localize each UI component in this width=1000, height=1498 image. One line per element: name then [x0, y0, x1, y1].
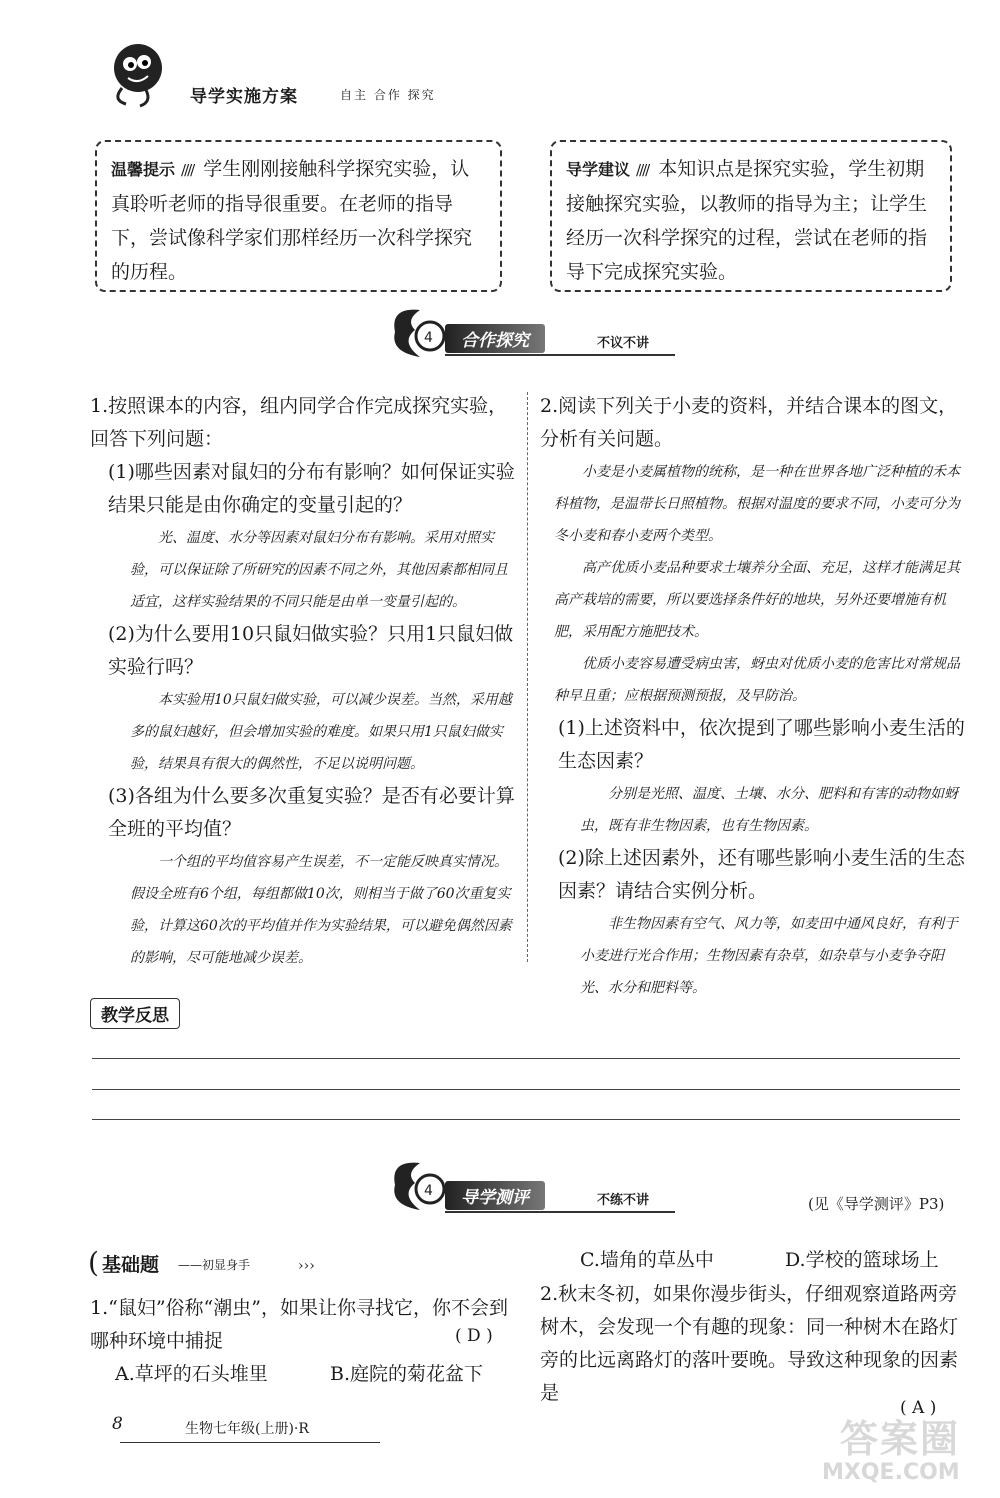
banner-underline — [445, 354, 675, 356]
writing-line — [92, 1089, 960, 1090]
header-title: 导学实施方案 — [190, 87, 298, 107]
test-question-1-text: 1.“鼠妇”俗称“潮虫”，如果让你寻找它，你不会到哪种环境中捕捉 — [90, 1297, 508, 1352]
svg-text:4: 4 — [424, 330, 433, 346]
header-subtitle: 自主 合作 探究 — [340, 88, 436, 102]
option-b: B.庭院的菊花盆下 — [330, 1363, 484, 1385]
writing-line — [92, 1119, 960, 1120]
answer-1: 分别是光照、温度、土壤、水分、肥料和有害的动物如蚜虫，既有非生物因素，也有生物因素。 — [580, 786, 958, 834]
page-number: 8 — [112, 1414, 123, 1434]
option-c: C.墙角的草丛中 — [580, 1249, 714, 1271]
answer-2: 非生物因素有空气、风力等，如麦田中通风良好，有利于小麦进行光合作用；生物因素有杂草，如杂草与小麦争夺阳光、水分和肥料等。 — [580, 916, 958, 996]
column-divider — [527, 392, 528, 962]
test-question-1 — [90, 1292, 515, 1358]
option-d: D.学校的篮球场上 — [785, 1249, 939, 1271]
question-1: 1.按照课本的内容，组内同学合作完成探究实验，回答下列问题： — [90, 395, 508, 450]
subquestion-2: (2)除上述因素外，还有哪些影响小麦生活的生态因素？请结合实例分析。 — [558, 847, 965, 902]
guide-tip-text: 本知识点是探究实验，学生初期接触探究实验，以教师的指导为主；让学生经历一次科学探究的过程，尝试在老师的指导下完成探究实验。 — [566, 158, 928, 283]
arrow-icon: ››› — [298, 1258, 315, 1274]
subquestion-2: (2)为什么要用10只鼠妇做实验？只用1只鼠妇做实验行吗？ — [108, 623, 514, 678]
slash-icon: //// — [181, 161, 194, 179]
banner-tag: 不练不讲 — [597, 1193, 650, 1208]
guide-tip-tag: 导学建议 — [566, 160, 631, 179]
material-3: 优质小麦容易遭受病虫害，蚜虫对优质小麦的危害比对常规品种早且重；应根据预测预报，及早防治。 — [554, 656, 960, 704]
subquestion-3: (3)各组为什么要多次重复实验？是否有必要计算全班的平均值？ — [108, 785, 515, 840]
test-question-2: 2.秋末冬初，如果你漫步街头，仔细观察道路两旁树木，会发现一个有趣的现象：同一种树木在路灯旁的比远离路灯的落叶要晚。导致这种现象的因素是 — [540, 1283, 959, 1404]
answer-2: 本实验用10只鼠妇做实验，可以减少误差。当然，采用越多的鼠妇越好，但会增加实验的难度。如果只用1只鼠妇做实验，结果具有很大的偶然性，不足以说明问题。 — [130, 692, 512, 772]
basic-section-header — [88, 1246, 338, 1282]
left-column — [90, 390, 515, 974]
banner-assessment — [385, 1155, 685, 1215]
mascot-logo — [100, 38, 170, 108]
footer-line — [120, 1442, 380, 1443]
subquestion-1: (1)哪些因素对鼠妇的分布有影响？如何保证实验结果只能是由你确定的变量引起的？ — [108, 461, 515, 516]
warm-tip-text: 学生刚刚接触科学探究实验，认真聆听老师的指导很重要。在老师的指导下，尝试像科学家们那样经历一次科学探究的历程。 — [111, 158, 473, 283]
answer-1: 光、温度、水分等因素对鼠妇分布有影响。采用对照实验，可以保证除了所研究的因素不同之外，其他因素都相同且适宜，这样实验结果的不同只能是由单一变量引起的。 — [130, 530, 508, 610]
banner-underline — [445, 1211, 675, 1213]
watermark-url: MXQE.COM — [822, 1460, 960, 1485]
warm-tip-tag: 温馨提示 — [111, 160, 176, 179]
assessment-reference: (见《导学测评》P3) — [808, 1195, 945, 1213]
question-2: 2.阅读下列关于小麦的资料，并结合课本的图文，分析有关问题。 — [540, 395, 958, 450]
banner-tag: 不议不讲 — [597, 336, 650, 351]
reflection-label: 教学反思 — [90, 998, 180, 1029]
basic-sublabel: ——初显身手 — [178, 1258, 251, 1272]
banner-title: 合作探究 — [445, 324, 545, 353]
answer-3: 一个组的平均值容易产生误差，不一定能反映真实情况。假设全班有6个组，每组都做10次，则相当于做了60次重复实验，计算这60次的平均值并作为实验结果，可以避免偶然因素的影响，尽可能地减少误差。 — [130, 854, 512, 966]
right-column — [540, 390, 965, 1004]
banner-title: 导学测评 — [445, 1181, 545, 1210]
watermark-logo: 答案圈 — [840, 1417, 961, 1461]
curl-decoration: ( — [88, 1246, 99, 1279]
subquestion-1: (1)上述资料中，依次提到了哪些影响小麦生活的生态因素？ — [558, 717, 965, 772]
test-question-1-answer: ( D ) — [455, 1326, 493, 1346]
writing-line — [92, 1058, 960, 1059]
material-1: 小麦是小麦属植物的统称，是一种在世界各地广泛种植的禾本科植物，是温带长日照植物。根据对温度的要求不同，小麦可分为冬小麦和春小麦两个类型。 — [554, 464, 960, 544]
banner-cooperation — [385, 302, 685, 362]
slash-icon: //// — [636, 161, 649, 179]
warm-tip-box — [95, 140, 502, 292]
book-title: 生物七年级(上册)·R — [185, 1421, 309, 1437]
material-2: 高产优质小麦品种要求土壤养分全面、充足，这样才能满足其高产栽培的需要，所以要选择条件好的地块，另外还要增施有机肥，采用配方施肥技术。 — [554, 560, 960, 640]
guide-tip-box — [550, 140, 952, 292]
basic-label: 基础题 — [102, 1254, 160, 1276]
svg-text:4: 4 — [424, 1183, 433, 1199]
option-a: A.草坪的石头堆里 — [115, 1363, 268, 1385]
test-question-2-answer: ( A ) — [900, 1398, 937, 1418]
